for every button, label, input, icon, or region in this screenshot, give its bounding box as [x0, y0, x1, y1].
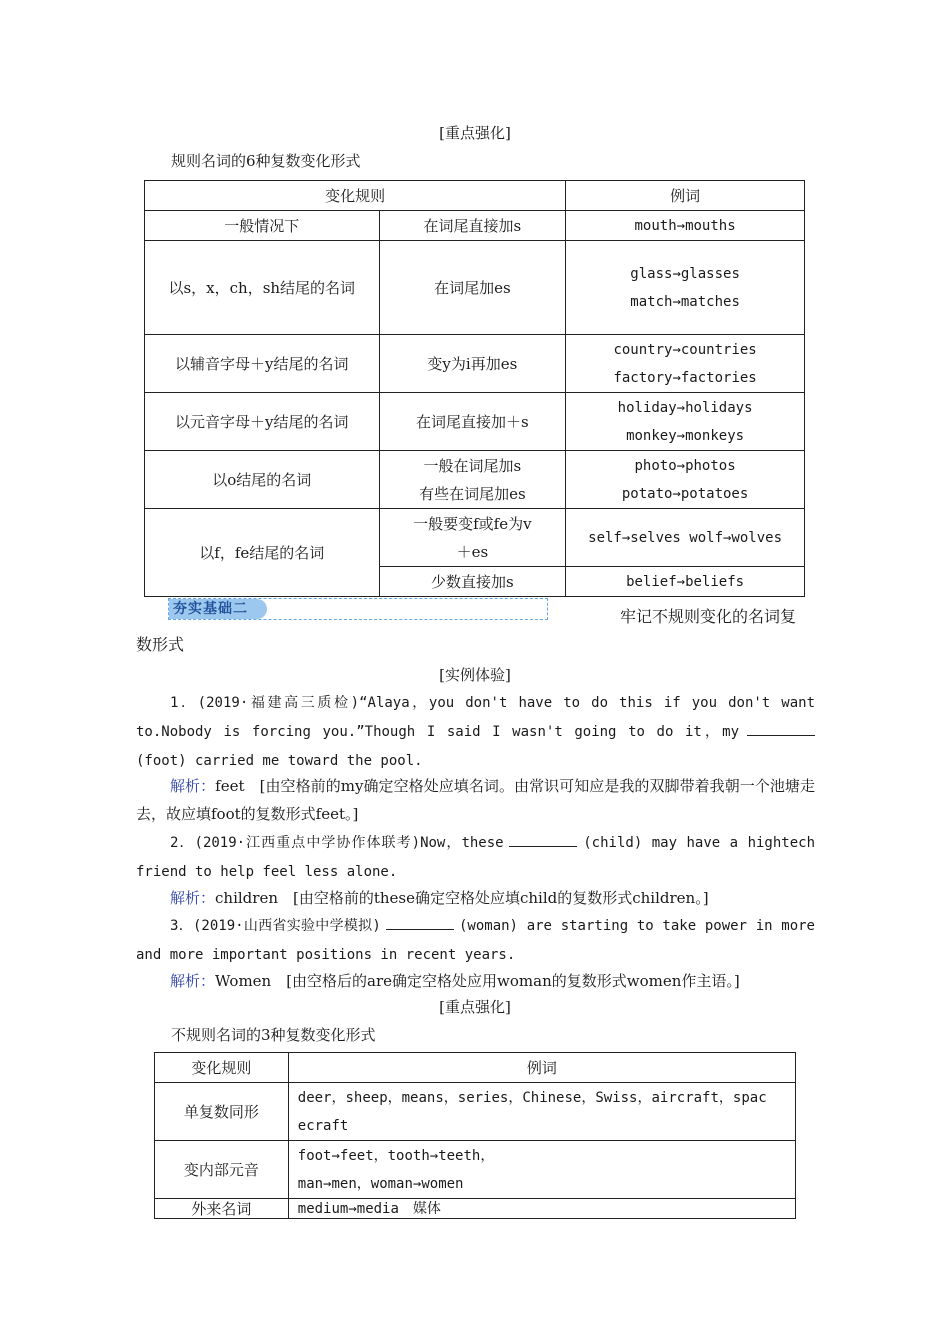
rule-line: 有些在词尾加es [419, 484, 526, 503]
header-example: 例词 [288, 1053, 795, 1083]
row-example [288, 1083, 795, 1141]
rule-line: ＋es [456, 542, 489, 561]
row-example [566, 451, 805, 509]
answer-text: children [由空格前的these确定空格处应填child的复数形式children。] [215, 889, 709, 907]
table-row [145, 451, 805, 509]
row-example [566, 241, 805, 335]
section-heading-1: [重点强化] [439, 124, 511, 142]
table-row [145, 335, 805, 393]
row-example: belief→beliefs [566, 567, 805, 597]
example-word: potato→potatoes [621, 485, 749, 502]
banner-side-text: 牢记不规则变化的名词复 [620, 607, 797, 626]
row-rule: 变内部元音 [155, 1141, 289, 1199]
regular-plural-table [144, 180, 805, 597]
irregular-plural-table [154, 1052, 796, 1219]
row-category: 以f，fe结尾的名词 [145, 509, 380, 597]
example-word: factory→factories [613, 369, 757, 386]
row-category: 以元音字母＋y结尾的名词 [145, 393, 380, 451]
question-text: (child) may have a hightech friend to help feel less alone. [136, 835, 816, 880]
table-header-row [145, 181, 805, 211]
table-row [155, 1199, 796, 1219]
example-line: ecraft [297, 1117, 349, 1134]
row-example [288, 1141, 795, 1199]
table-row [145, 393, 805, 451]
example-line: deer，sheep，means，series，Chinese，Swiss，aircraft，spac [297, 1089, 767, 1106]
table1-caption: 规则名词的6种复数变化形式 [171, 152, 361, 170]
row-rule [379, 509, 566, 567]
question-text: 2．(2019·江西重点中学协作体联考)Now，these [170, 835, 504, 851]
row-example [566, 335, 805, 393]
row-rule: 在词尾直接加＋s [379, 393, 566, 451]
section-banner [168, 598, 548, 620]
row-category: 一般情况下 [145, 211, 380, 241]
example-word: glass→glasses [630, 265, 740, 282]
answer-text: feet [由空格前的my确定空格处应填名词。由常识可知应是我的双脚带着我朝一个池塘走去，故应填foot的复数形式feet。] [136, 777, 815, 823]
table-row [145, 509, 805, 567]
row-example [566, 393, 805, 451]
question-3 [136, 911, 815, 969]
banner-continuation: 数形式 [136, 635, 185, 654]
example-word: holiday→holidays [617, 399, 753, 416]
answer-label: 解析： [170, 777, 216, 795]
row-example: self→selves wolf→wolves [566, 509, 805, 567]
question-text: (foot) carried me toward the pool. [136, 753, 423, 769]
section-heading-3: [重点强化] [439, 998, 511, 1016]
header-rule: 变化规则 [155, 1053, 289, 1083]
header-rule: 变化规则 [145, 181, 566, 211]
example-word: photo→photos [634, 457, 736, 474]
banner-label: 夯实基础二 [169, 599, 267, 619]
header-example: 例词 [566, 181, 805, 211]
example-line: foot→feet，tooth→teeth， [297, 1147, 495, 1164]
answer-label: 解析： [170, 972, 216, 990]
table-row [155, 1083, 796, 1141]
row-example: mouth→mouths [566, 211, 805, 241]
table-row [145, 241, 805, 335]
row-category: 以辅音字母＋y结尾的名词 [145, 335, 380, 393]
question-2 [136, 828, 815, 886]
row-rule: 变y为i再加es [379, 335, 566, 393]
row-rule: 外来名词 [155, 1199, 289, 1219]
rule-line: 一般在词尾加s [423, 456, 522, 475]
answer-text: Women [由空格后的are确定空格处应用woman的复数形式women作主语。] [215, 972, 740, 990]
row-rule: 在词尾直接加s [379, 211, 566, 241]
table-row [145, 211, 805, 241]
table-row [155, 1141, 796, 1199]
row-example: medium→media 媒体 [288, 1199, 795, 1219]
question-text: 3．(2019·山西省实验中学模拟) [170, 918, 381, 934]
question-1 [136, 688, 815, 775]
row-rule: 单复数同形 [155, 1083, 289, 1141]
question-text: (woman) are starting to take power in more and more important positions in recent years. [136, 918, 815, 963]
answer-blank [747, 721, 815, 736]
answer-blank [386, 915, 454, 930]
rule-line: 一般要变f或fe为v [413, 514, 532, 533]
answer-2 [136, 884, 815, 912]
question-text: 1．(2019·福建高三质检)“Alaya，you don't have to do this if you don't want to.Nobody is forcing you.”Though I said I wasn't going to do it，my [136, 695, 815, 740]
row-rule [379, 451, 566, 509]
answer-1 [136, 772, 815, 828]
example-word: match→matches [630, 293, 740, 310]
table-header-row [155, 1053, 796, 1083]
answer-3 [136, 967, 815, 995]
example-line: man→men，woman→women [297, 1175, 464, 1192]
answer-label: 解析： [170, 889, 216, 907]
example-word: monkey→monkeys [626, 427, 745, 444]
row-category: 以o结尾的名词 [145, 451, 380, 509]
row-category: 以s，x，ch，sh结尾的名词 [145, 241, 380, 335]
row-rule: 少数直接加s [379, 567, 566, 597]
section-heading-2: [实例体验] [439, 666, 511, 684]
example-word: country→countries [613, 341, 757, 358]
row-rule: 在词尾加es [379, 241, 566, 335]
answer-blank [509, 832, 577, 847]
table2-caption: 不规则名词的3种复数变化形式 [171, 1026, 376, 1044]
